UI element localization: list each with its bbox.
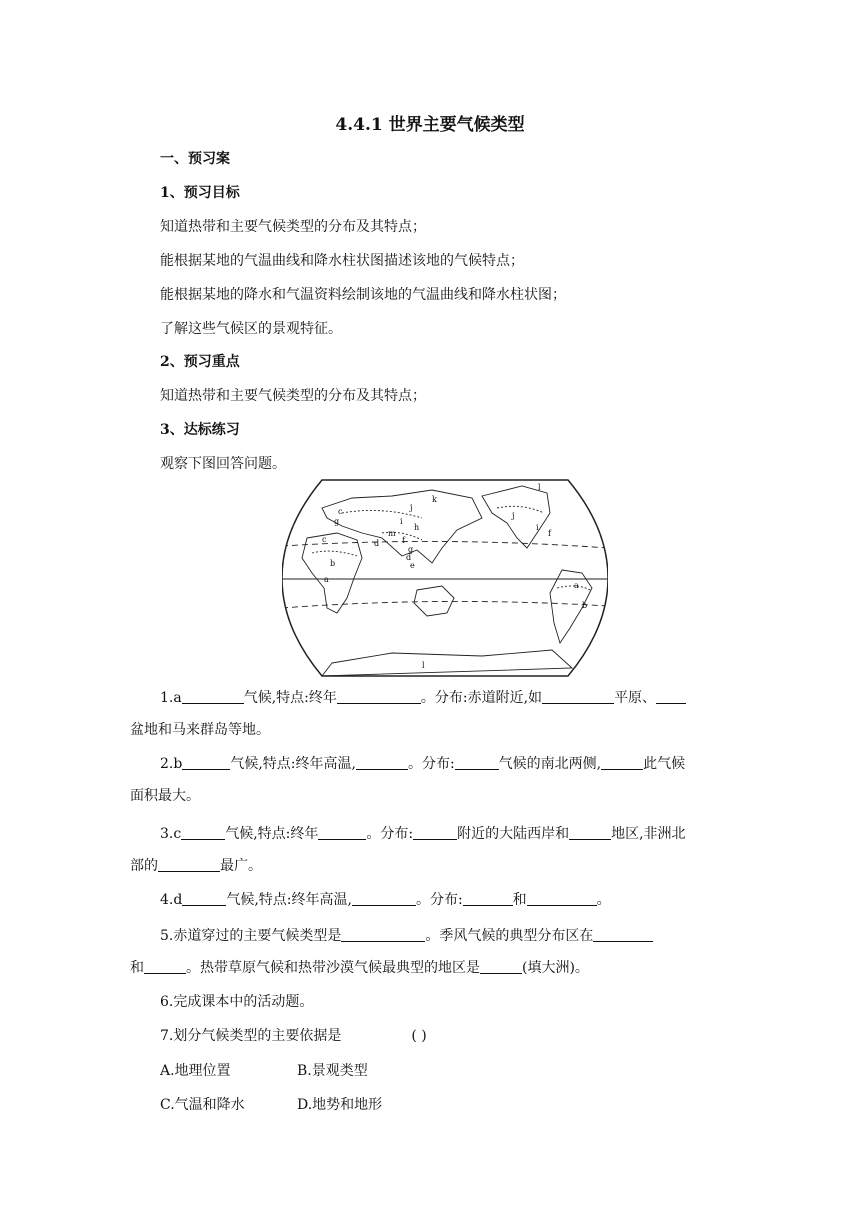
map-label: a xyxy=(324,575,329,584)
q3-text: 地区,非洲北 xyxy=(611,826,686,842)
map-label: e xyxy=(410,561,415,570)
map-label: m xyxy=(388,529,396,538)
goal-item: 能根据某地的气温曲线和降水柱状图描述该地的气候特点； xyxy=(160,253,524,269)
q4-text: 4.d xyxy=(160,892,183,908)
q2-text: 气候的南北两侧, xyxy=(498,756,602,772)
q3-text: 最广。 xyxy=(220,858,262,874)
q3-text: 部的 xyxy=(130,858,158,874)
q5-text: (填大洲)。 xyxy=(522,960,589,976)
map-label: d xyxy=(406,553,412,562)
map-label: j xyxy=(512,511,515,520)
answer-blank[interactable] xyxy=(480,959,522,974)
map-label: k xyxy=(432,495,437,504)
q3-text: 。分布: xyxy=(366,826,414,842)
question-7 xyxy=(130,1020,730,1052)
map-label: b xyxy=(582,601,588,610)
q5-text: 5.赤道穿过的主要气候类型是 xyxy=(160,928,342,944)
answer-blank[interactable] xyxy=(656,689,686,704)
q1-text: 。分布:赤道附近,如 xyxy=(420,690,543,706)
map-label: c xyxy=(338,507,343,516)
map-label: i xyxy=(400,517,403,526)
q5-text: 和 xyxy=(130,960,144,976)
q4-text: 气候,特点:终年高温, xyxy=(226,892,352,908)
map-label: a xyxy=(574,581,579,590)
option-d[interactable]: D.地势和地形 xyxy=(297,1097,383,1113)
answer-blank[interactable] xyxy=(181,825,225,840)
map-label: c xyxy=(322,535,327,544)
q1-text: 气候,特点:终年 xyxy=(243,690,337,706)
q7-stem: 7.划分气候类型的主要依据是 xyxy=(160,1028,342,1044)
answer-blank[interactable] xyxy=(144,959,186,974)
map-label: l xyxy=(538,483,541,492)
q4-text: 。 xyxy=(596,892,611,908)
option-c[interactable]: C.气温和降水 xyxy=(160,1097,245,1113)
q2-text: 此气候 xyxy=(643,756,686,772)
answer-blank[interactable] xyxy=(527,891,597,906)
answer-blank[interactable] xyxy=(542,689,614,704)
focus-text: 知道热带和主要气候类型的分布及其特点； xyxy=(160,388,426,404)
focus-heading: 2、预习重点 xyxy=(160,354,240,370)
map-label: h xyxy=(414,523,420,532)
question-6 xyxy=(130,986,730,1018)
page-title: 4.4.1 世界主要气候类型 xyxy=(335,115,525,135)
answer-blank[interactable] xyxy=(352,891,416,906)
answer-blank[interactable] xyxy=(182,891,226,906)
map-label: b xyxy=(330,559,336,568)
world-climate-map xyxy=(282,478,608,678)
goals-heading: 1、预习目标 xyxy=(160,185,240,201)
q3-text: 气候,特点:终年 xyxy=(225,826,319,842)
q2-text: 。分布: xyxy=(407,756,455,772)
question-3 xyxy=(130,818,730,882)
map-label: g xyxy=(408,545,414,554)
option-b[interactable]: B.景观类型 xyxy=(297,1063,368,1079)
answer-blank[interactable] xyxy=(337,689,421,704)
q1-text: 1.a xyxy=(160,690,182,706)
map-label: f xyxy=(402,536,405,545)
question-4 xyxy=(130,884,730,916)
map-label: j xyxy=(410,503,413,512)
answer-blank[interactable] xyxy=(593,927,653,942)
q1-text: 盆地和马来群岛等地。 xyxy=(130,722,270,738)
goal-item: 知道热带和主要气候类型的分布及其特点； xyxy=(160,219,426,235)
q3-text: 附近的大陆西岸和 xyxy=(457,826,570,842)
q5-text: 。季风气候的典型分布区在 xyxy=(425,928,594,944)
goal-item: 了解这些气候区的景观特征。 xyxy=(160,321,342,337)
q4-text: 和 xyxy=(512,892,527,908)
q2-text: 2.b xyxy=(160,756,183,772)
q2-text: 气候,特点:终年高温, xyxy=(230,756,356,772)
practice-heading: 3、达标练习 xyxy=(160,422,240,438)
answer-blank[interactable] xyxy=(318,825,366,840)
answer-blank[interactable] xyxy=(413,825,457,840)
q3-text: 3.c xyxy=(160,826,182,842)
option-a[interactable]: A.地理位置 xyxy=(160,1063,231,1079)
goal-item: 能根据某地的降水和气温资料绘制该地的气温曲线和降水柱状图； xyxy=(160,287,566,303)
q1-text: 平原、 xyxy=(614,690,657,706)
q4-text: 。分布: xyxy=(415,892,463,908)
answer-blank[interactable] xyxy=(455,755,499,770)
answer-blank[interactable] xyxy=(182,689,244,704)
answer-blank[interactable] xyxy=(158,857,220,872)
map-label: d xyxy=(374,539,380,548)
question-1 xyxy=(130,682,730,746)
q6-text: 6.完成课本中的活动题。 xyxy=(160,994,314,1010)
map-label: f xyxy=(548,529,551,538)
map-label: l xyxy=(422,661,425,670)
answer-blank[interactable] xyxy=(341,927,425,942)
section-heading-preview: 一、预习案 xyxy=(160,151,230,167)
q5-text: 。热带草原气候和热带沙漠气候最典型的地区是 xyxy=(186,960,480,976)
q2-text: 面积最大。 xyxy=(130,788,200,804)
instruction-text: 观察下图回答问题。 xyxy=(160,456,286,472)
answer-blank[interactable] xyxy=(356,755,408,770)
question-2 xyxy=(130,748,730,812)
answer-blank[interactable] xyxy=(182,755,230,770)
question-5 xyxy=(130,920,730,984)
answer-blank[interactable] xyxy=(569,825,611,840)
map-label: g xyxy=(334,517,340,526)
answer-blank[interactable] xyxy=(463,891,513,906)
answer-paren[interactable]: ( ) xyxy=(411,1028,427,1044)
answer-blank[interactable] xyxy=(601,755,643,770)
map-label: i xyxy=(536,523,539,532)
